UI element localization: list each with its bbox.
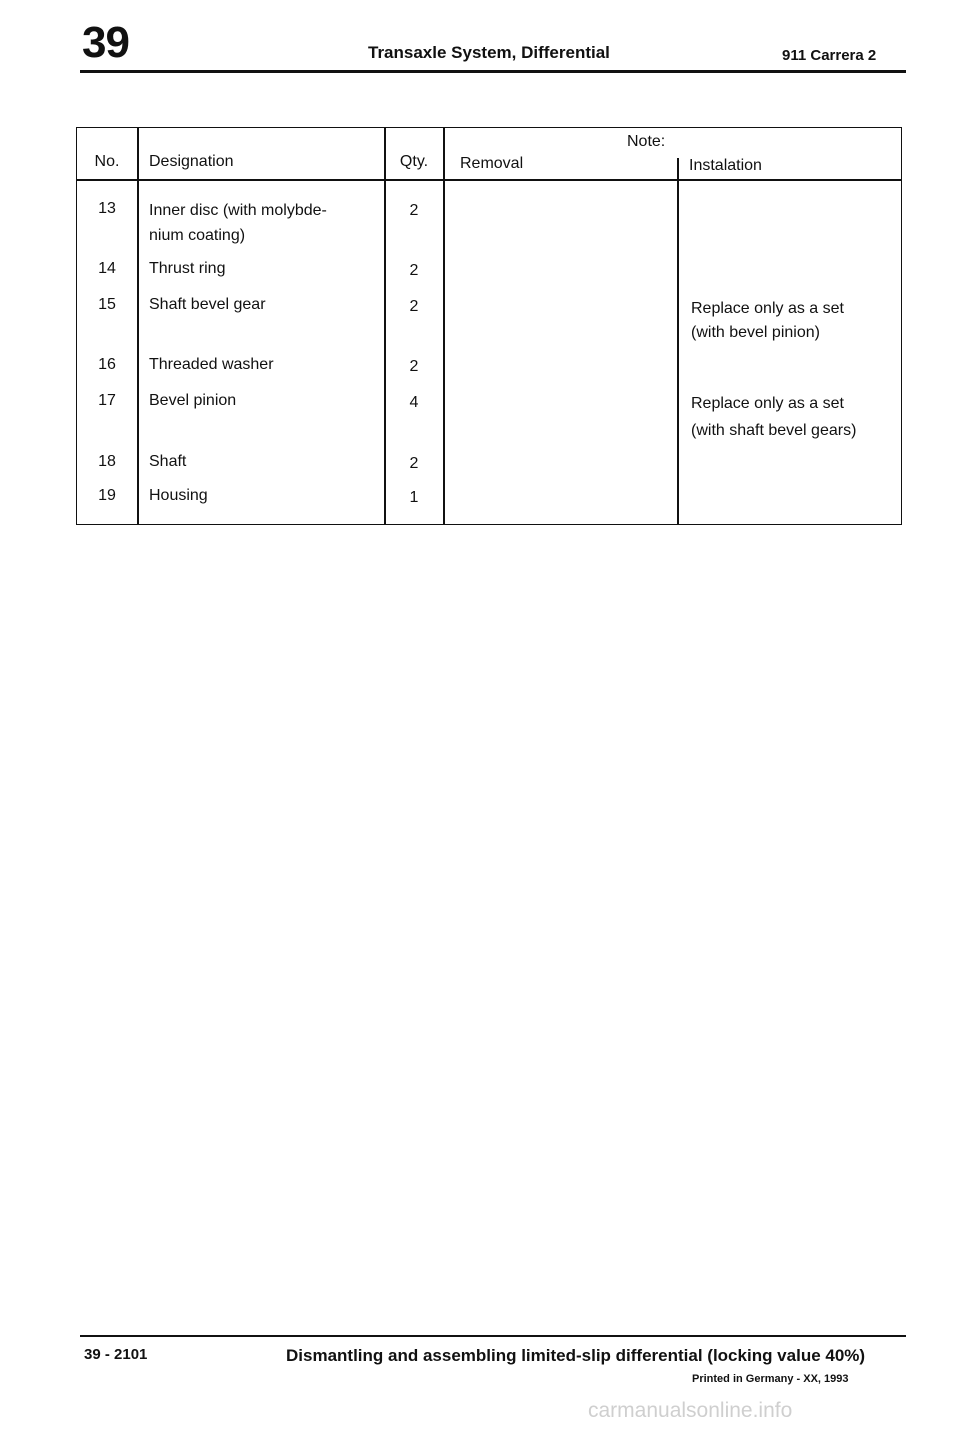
row-17-no: 17 [98,392,116,409]
col-divider-removal [677,158,679,524]
header-removal: Removal [460,155,524,172]
footer-title: Dismantling and assembling limited-slip differential (locking value 40%) [286,1346,866,1365]
header-rule [80,70,906,73]
row-15-installation: Replace only as a set [691,300,844,317]
row-16-no: 16 [98,356,116,373]
model-name: 911 Carrera 2 [782,47,877,64]
row-17-installation-cont: (with shaft bevel gears) [691,422,857,439]
footer-rule [80,1335,906,1337]
header-qty: Qty. [399,153,429,170]
row-18-designation: Shaft [149,453,187,470]
chapter-number: 39 [82,18,129,67]
row-13-designation: Inner disc (with molybde- [149,202,327,219]
row-15-no: 15 [98,296,116,313]
row-16-designation: Threaded washer [149,356,274,373]
row-17-installation: Replace only as a set [691,395,844,412]
header-designation: Designation [149,153,234,170]
row-19-qty: 1 [409,489,419,506]
row-13-qty: 2 [409,202,419,219]
row-14-no: 14 [98,260,116,277]
row-17-qty: 4 [409,394,419,411]
parts-table [76,127,902,525]
row-14-designation: Thrust ring [149,260,226,277]
row-13-designation-cont: nium coating) [149,227,246,244]
row-15-designation: Shaft bevel gear [149,296,266,313]
header-no: No. [94,153,120,170]
row-17-designation: Bevel pinion [149,392,237,409]
col-divider-no [137,128,139,524]
col-divider-qty [443,128,445,524]
print-info: Printed in Germany - XX, 1993 [692,1373,849,1385]
section-title: Transaxle System, Differential [368,43,610,62]
header-installation: Instalation [689,157,762,174]
row-16-qty: 2 [409,358,419,375]
header-divider [77,179,901,181]
watermark: carmanualsonline.info [588,1399,793,1422]
row-18-no: 18 [98,453,116,470]
row-13-no: 13 [98,200,116,217]
row-19-no: 19 [98,487,116,504]
row-15-qty: 2 [409,298,419,315]
header-note: Note: [627,133,666,150]
page-code: 39 - 2101 [84,1346,148,1363]
row-18-qty: 2 [409,455,419,472]
row-14-qty: 2 [409,262,419,279]
row-15-installation-cont: (with bevel pinion) [691,324,820,341]
row-19-designation: Housing [149,487,208,504]
